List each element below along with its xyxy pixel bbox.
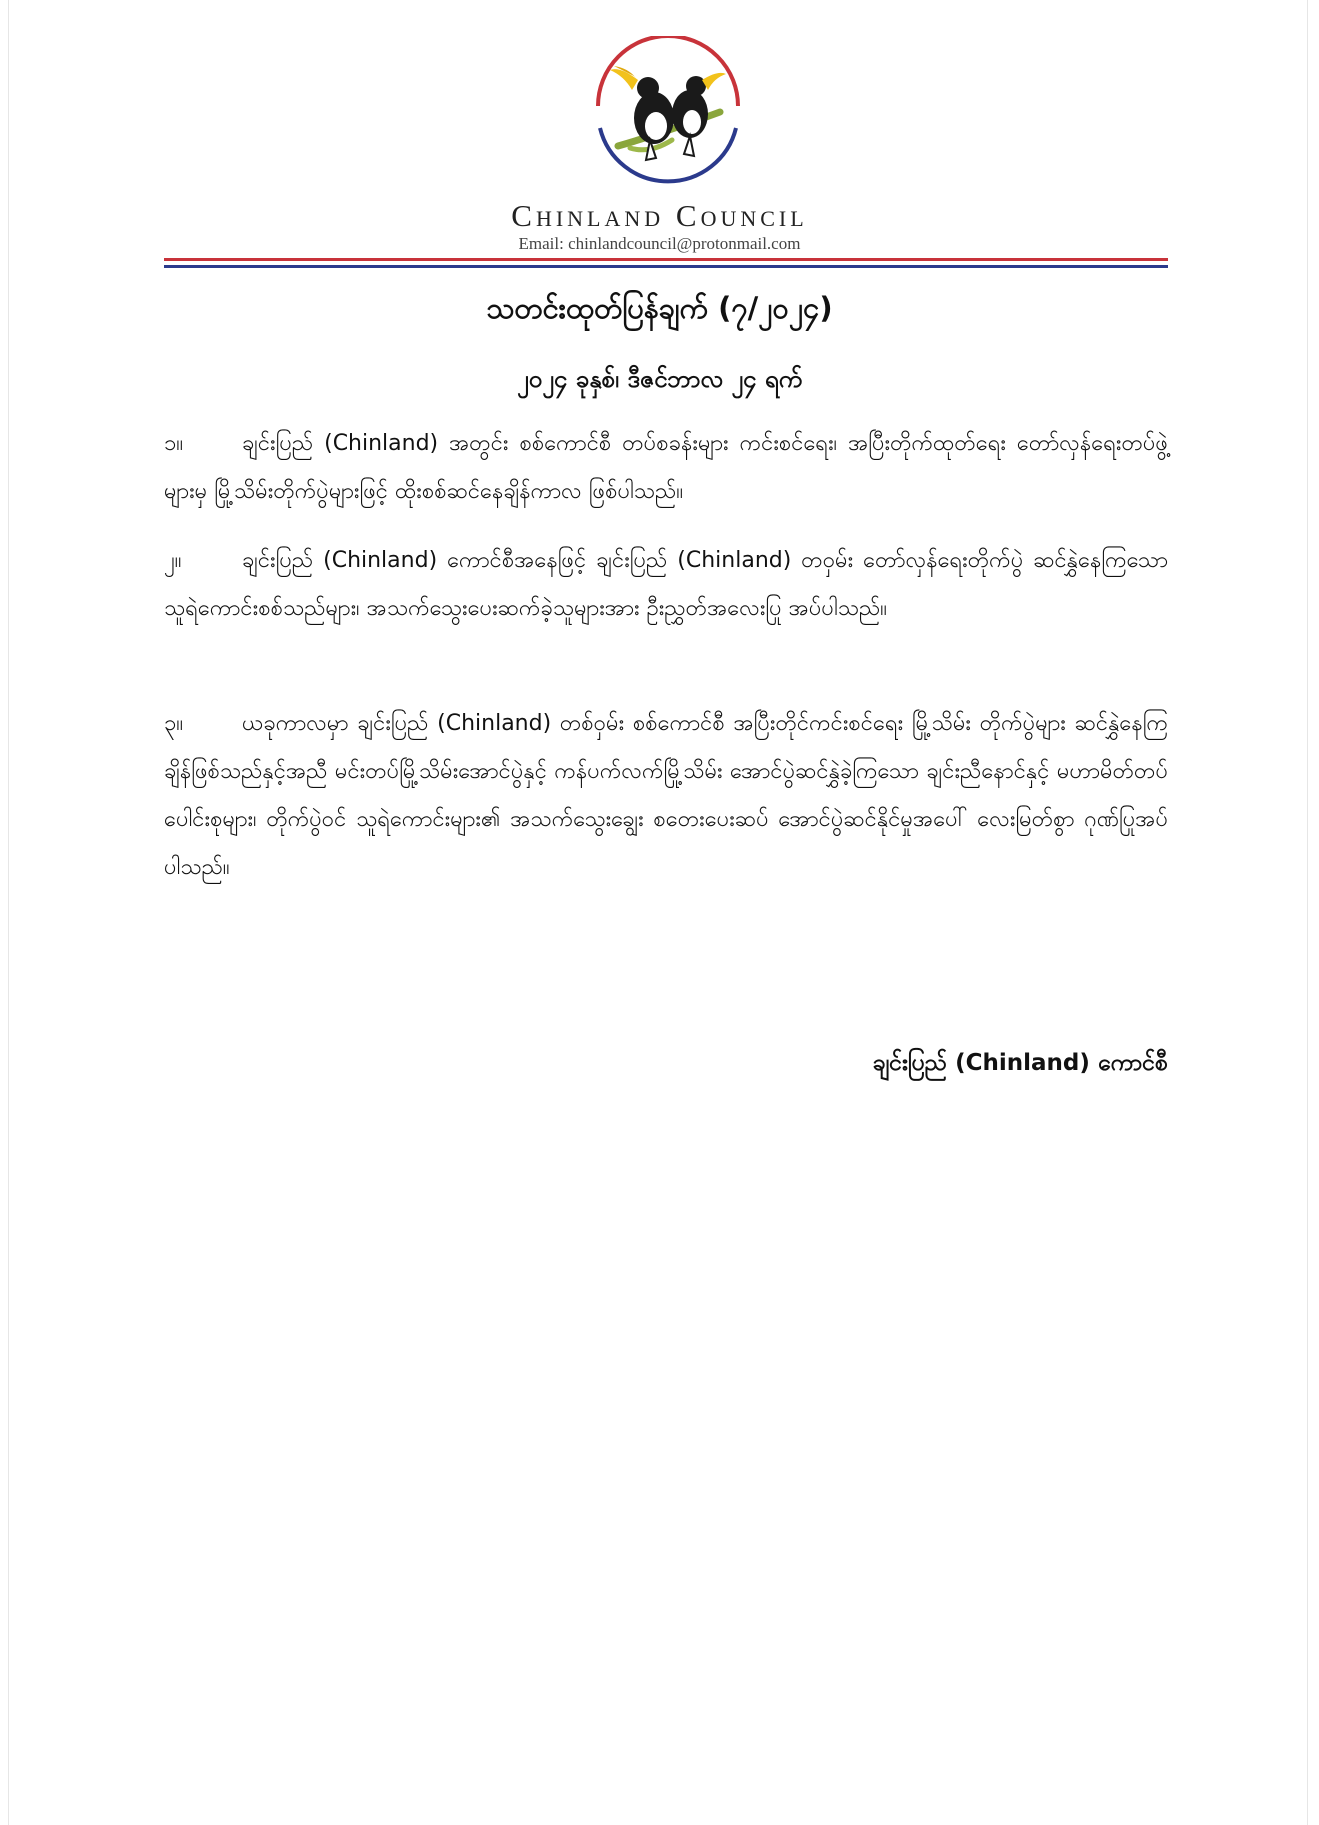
hornbill-logo-icon — [590, 36, 746, 192]
paragraph-text: ချင်းပြည် (Chinland) အတွင်း စစ်ကောင်စီ တပ်စခန်းများ ကင်းစင်ရေး၊ အပြီးတိုက်ထုတ်ရေး တော်လှန်ရေးတပ်ဖွဲ့များမှ မြို့သိမ်းတိုက်ပွဲများဖြင့် ထိုးစစ်ဆင်နေချိန်ကာလ ဖြစ်ပါသည်။ — [164, 431, 1168, 504]
page-frame — [8, 0, 1308, 1825]
paragraph-number: ၃။ — [164, 711, 184, 736]
paragraph-number: ၂။ — [164, 548, 182, 573]
paragraph-2 — [164, 537, 1168, 633]
header-rule-red — [164, 258, 1168, 261]
document-date: ၂၀၂၄ ခုနှစ်၊ ဒီဇင်ဘာလ ၂၄ ရက် — [516, 365, 803, 393]
document-title: သတင်းထုတ်ပြန်ချက် (၇/၂၀၂၄) — [486, 291, 833, 325]
paragraph-1 — [164, 420, 1168, 516]
org-email: Email: chinlandcouncil@protonmail.com — [518, 234, 801, 253]
header-rule-blue — [164, 265, 1168, 268]
signature: ချင်းပြည် (Chinland) ကောင်စီ — [872, 1050, 1168, 1076]
paragraph-3 — [164, 700, 1168, 892]
paragraph-number: ၁။ — [164, 431, 184, 456]
org-name: Chinland Council — [511, 198, 808, 233]
paragraph-text: ချင်းပြည် (Chinland) ကောင်စီအနေဖြင့် ချင်းပြည် (Chinland) တဝှမ်း တော်လှန်ရေးတိုက်ပွဲ ဆင်နွှဲနေကြသော သူရဲကောင်းစစ်သည်များ၊ အသက်သွေးပေးဆက်ခဲ့သူများအား ဦးညွှတ်အလေးပြု အပ်ပါသည်။ — [164, 548, 1168, 621]
paragraph-text: ယခုကာလမှာ ချင်းပြည် (Chinland) တစ်ဝှမ်း စစ်ကောင်စီ အပြီးတိုင်ကင်းစင်ရေး မြို့သိမ်း တိုက်ပွဲများ ဆင်နွှဲနေကြချိန်ဖြစ်သည်နှင့်အညီ မင်းတပ်မြို့သိမ်းအောင်ပွဲနှင့် ကန်ပက်လက်မြို့သိမ်း အောင်ပွဲဆင်နွှဲခဲ့ကြသော ချင်းညီနောင်နှင့် မဟာမိတ်တပ်ပေါင်းစုများ၊ တိုက်ပွဲဝင် သူရဲကောင်းများ၏ အသက်သွေးချွေး စတေးပေးဆပ် အောင်ပွဲဆင်နိုင်မှုအပေါ် လေးမြတ်စွာ ဂုဏ်ပြုအပ်ပါသည်။ — [164, 711, 1168, 880]
